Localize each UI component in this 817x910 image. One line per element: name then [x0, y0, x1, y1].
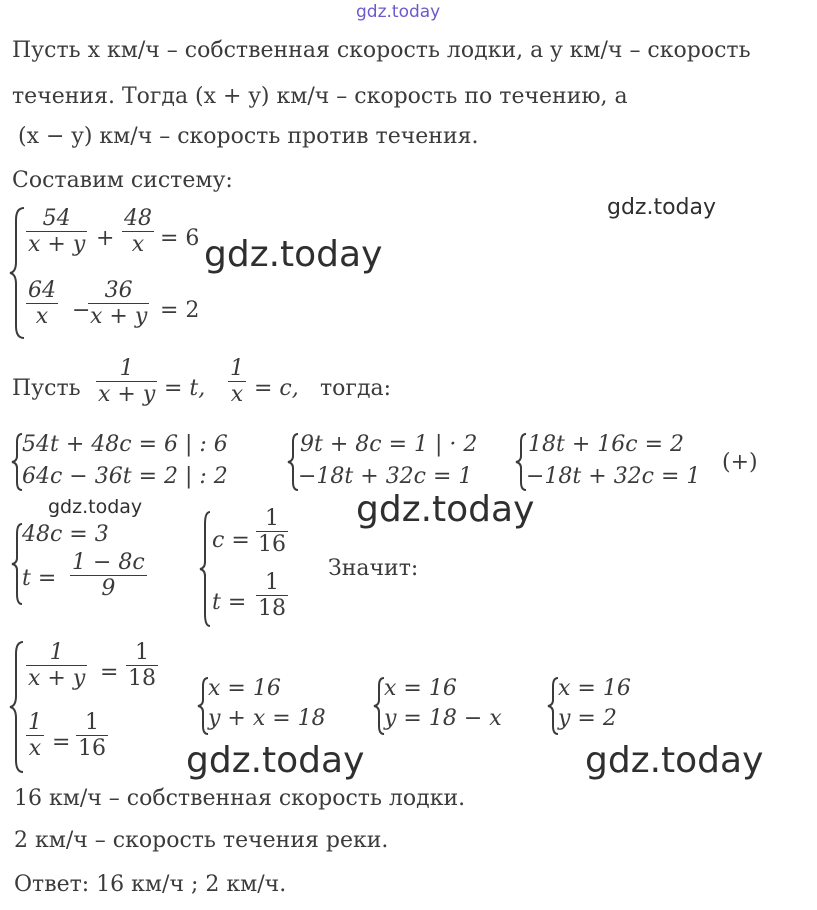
equation-rhs: = t, [164, 376, 206, 401]
add-equations-mark: (+) [722, 450, 758, 475]
system-brace [8, 206, 28, 340]
fraction: $\frac{1}{18}$ [258, 570, 286, 622]
equation: −18t + 32c = 1 [526, 464, 701, 489]
fraction: $\frac{36}{x + y}$ [90, 278, 148, 330]
equation: x = 16 [208, 676, 281, 701]
equation: 48c = 3 [22, 522, 109, 547]
equation: 64c − 36t = 2 | : 2 [22, 464, 228, 489]
equation: 54t + 48c = 6 | : 6 [22, 432, 228, 457]
watermark-large: gdz.today [186, 740, 365, 781]
equation: x = 16 [558, 676, 631, 701]
fraction: $\frac{48}{x}$ [124, 206, 152, 258]
equation: y = 18 − x [384, 706, 502, 731]
watermark-small-left: gdz.today [48, 496, 143, 518]
watermark-large: gdz.today [585, 740, 764, 781]
intro-line-1: Пусть x км/ч – собственная скорость лодки, а y км/ч – скорость [12, 38, 751, 63]
fraction: $\frac{1 - 8c}{9}$ [72, 550, 145, 602]
equation-lhs: t = [22, 566, 57, 591]
fraction: $\frac{1}{x}$ [28, 710, 42, 762]
system-brace [198, 510, 212, 628]
fraction: $\frac{64}{x}$ [28, 278, 56, 330]
watermark-top: gdz.today [356, 2, 441, 22]
fraction: $\frac{1}{16}$ [258, 506, 286, 558]
watermark-large: gdz.today [356, 489, 535, 530]
conclusion-label: Значит: [328, 556, 419, 581]
result-line-2: 2 км/ч – скорость течения реки. [14, 828, 389, 853]
system-brace [8, 640, 26, 774]
intro-line-4: Составим систему: [12, 168, 233, 193]
equals-sign: = [52, 730, 71, 755]
operator: − [72, 298, 91, 323]
result-line-1: 16 км/ч – собственная скорость лодки. [14, 786, 466, 811]
equation: 9t + 8c = 1 | · 2 [300, 432, 478, 457]
operator: + [96, 226, 115, 251]
equation: −18t + 32c = 1 [298, 464, 473, 489]
fraction: $\frac{1}{x}$ [230, 356, 244, 408]
fraction: $\frac{1}{x + y}$ [28, 640, 86, 692]
intro-line-2: течения. Тогда (x + y) км/ч – скорость по течению, а [12, 84, 628, 109]
equation: y + x = 18 [208, 706, 326, 731]
watermark-large: gdz.today [204, 234, 383, 275]
substitution-suffix: тогда: [320, 376, 392, 401]
equation: x = 16 [384, 676, 457, 701]
equation: y = 2 [558, 706, 617, 731]
equation-lhs: c = [212, 528, 250, 553]
substitution-prefix: Пусть [12, 376, 81, 401]
equation-lhs: t = [212, 590, 247, 615]
intro-line-3: (x − y) км/ч – скорость против течения. [18, 124, 479, 149]
equation-rhs: = c, [254, 376, 299, 401]
equation: 18t + 16c = 2 [528, 432, 684, 457]
equals-sign: = [100, 660, 119, 685]
fraction: $\frac{1}{x + y}$ [98, 356, 156, 408]
answer-line: Ответ: 16 км/ч ; 2 км/ч. [14, 872, 287, 897]
equation-rhs: = 6 [160, 226, 200, 251]
equation-rhs: = 2 [160, 298, 200, 323]
fraction: $\frac{54}{x + y}$ [28, 206, 86, 258]
watermark-small-right: gdz.today [607, 195, 717, 220]
fraction: $\frac{1}{16}$ [78, 710, 106, 762]
fraction: $\frac{1}{18}$ [128, 640, 156, 692]
